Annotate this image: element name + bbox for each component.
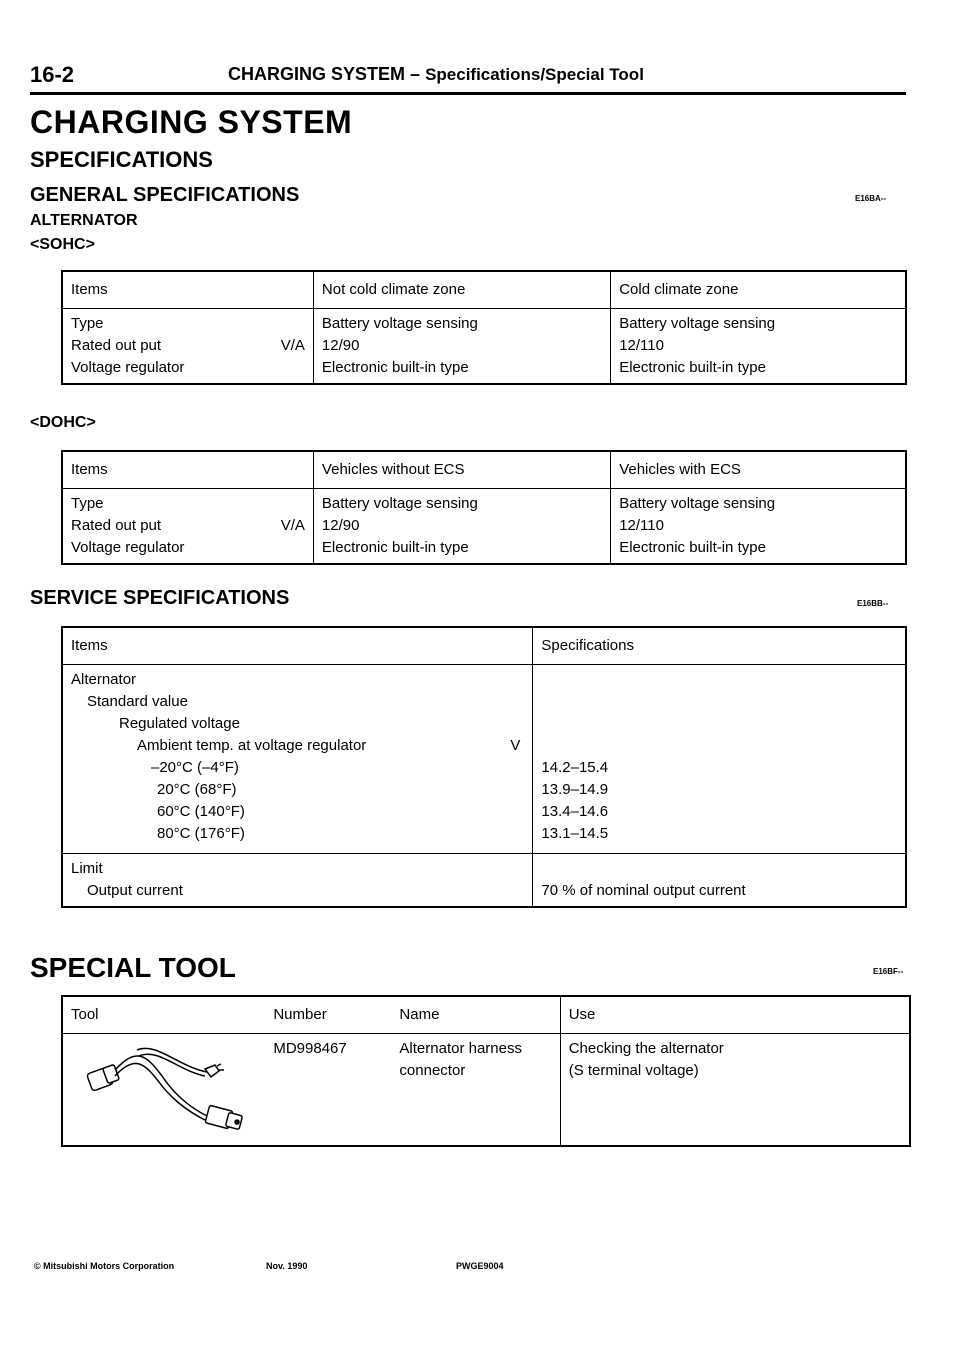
limit-label: Limit	[71, 860, 103, 877]
header-rule	[30, 92, 906, 95]
value-cell: Battery voltage sensing 12/110 Electronic built-in type	[611, 309, 906, 385]
table-header-row	[62, 627, 906, 665]
rated-unit: V/A	[280, 337, 305, 354]
general-specifications-code: E16BA--	[855, 194, 887, 203]
tool-name-line: Alternator harness	[399, 1040, 522, 1057]
header-cell: Number	[265, 996, 391, 1034]
special-tool-table	[61, 995, 911, 1147]
table-row	[62, 854, 906, 908]
standard-value-label: Standard value	[87, 693, 188, 710]
general-specifications-heading: GENERAL SPECIFICATIONS	[30, 184, 300, 206]
regulated-voltage-label: Regulated voltage	[119, 715, 240, 732]
page-number: 16-2	[30, 62, 75, 87]
service-specifications-heading: SERVICE SPECIFICATIONS	[30, 587, 290, 609]
header-cell: Use	[560, 996, 910, 1034]
footer-date: Nov. 1990	[266, 1261, 308, 1271]
header-title	[228, 64, 644, 85]
header-cell: Cold climate zone	[611, 271, 906, 309]
tool-name-cell	[391, 1034, 560, 1147]
item-voltage-regulator: Voltage regulator	[71, 359, 185, 376]
table-header-row	[62, 451, 906, 489]
value-cell	[533, 854, 906, 908]
value-cell: Battery voltage sensing 12/90 Electronic built-in type	[313, 489, 610, 565]
items-cell	[62, 489, 313, 565]
header-cell: Vehicles without ECS	[313, 451, 610, 489]
special-tool-heading: SPECIAL TOOL	[30, 952, 236, 983]
tool-use-line: (S terminal voltage)	[568, 1062, 699, 1079]
sohc-label: <SOHC>	[30, 236, 95, 253]
service-specifications-code: E16BB--	[857, 599, 889, 608]
spec-value: 13.9–14.9	[541, 781, 609, 798]
tool-image-cell	[62, 1034, 265, 1147]
tool-name-line: connector	[399, 1062, 466, 1079]
page-title: CHARGING SYSTEM	[30, 104, 353, 140]
table-header-row	[62, 996, 910, 1034]
table-header-row	[62, 271, 906, 309]
header-cell: Specifications	[533, 627, 906, 665]
items-cell	[62, 854, 533, 908]
item-voltage-regulator: Voltage regulator	[71, 539, 185, 556]
header-cell: Tool	[62, 996, 265, 1034]
temp-row: 80°C (176°F)	[157, 825, 245, 842]
value-cell: Battery voltage sensing 12/90 Electronic built-in type	[313, 309, 610, 385]
value-cell	[533, 665, 906, 854]
item-type: Type	[71, 495, 104, 512]
table-row	[62, 1034, 910, 1147]
temp-row: 20°C (68°F)	[157, 781, 237, 798]
service-table	[61, 626, 907, 908]
items-cell	[62, 665, 533, 854]
spec-value: 13.1–14.5	[541, 825, 609, 842]
special-tool-code: E16BF--	[873, 967, 904, 976]
footer-copyright: © Mitsubishi Motors Corporation	[34, 1261, 175, 1271]
header-dash: –	[410, 64, 421, 84]
spec-value: 14.2–15.4	[541, 759, 609, 776]
header-cell: Items	[62, 451, 313, 489]
tool-use-line: Checking the alternator	[568, 1040, 724, 1057]
header-cell: Not cold climate zone	[313, 271, 610, 309]
footer-code: PWGE9004	[456, 1261, 504, 1271]
tool-number: MD998467	[273, 1040, 347, 1057]
output-current-label: Output current	[87, 882, 183, 899]
sohc-table	[61, 270, 907, 385]
unit-label: V	[510, 737, 521, 754]
dohc-table	[61, 450, 907, 565]
table-row	[62, 309, 906, 385]
alternator-label: ALTERNATOR	[30, 212, 138, 229]
value-cell: Battery voltage sensing 12/110 Electronic built-in type	[611, 489, 906, 565]
dohc-label: <DOHC>	[30, 414, 96, 431]
ambient-label: Ambient temp. at voltage regulator V	[71, 735, 524, 757]
header-subsection: Specifications/Special Tool	[425, 65, 644, 84]
alternator-label: Alternator	[71, 671, 137, 688]
table-row	[62, 665, 906, 854]
table-row	[62, 489, 906, 565]
item-rated-output: Rated out put V/A	[71, 335, 305, 357]
item-rated-output: Rated out put V/A	[71, 515, 305, 537]
tool-use-cell	[560, 1034, 910, 1147]
items-cell	[62, 309, 313, 385]
temp-row: 60°C (140°F)	[157, 803, 245, 820]
header-cell: Name	[391, 996, 560, 1034]
spec-value: 13.4–14.6	[541, 803, 609, 820]
tool-number-cell	[265, 1034, 391, 1147]
temp-row: –20°C (–4°F)	[151, 759, 239, 776]
header-cell: Items	[62, 271, 313, 309]
rated-unit: V/A	[280, 517, 305, 534]
output-current-value: 70 % of nominal output current	[541, 882, 746, 899]
header-cell: Items	[62, 627, 533, 665]
header-section: CHARGING SYSTEM	[228, 64, 406, 84]
item-type: Type	[71, 315, 104, 332]
specifications-heading: SPECIFICATIONS	[30, 147, 213, 172]
harness-connector-icon	[67, 1036, 257, 1136]
header-cell: Vehicles with ECS	[611, 451, 906, 489]
